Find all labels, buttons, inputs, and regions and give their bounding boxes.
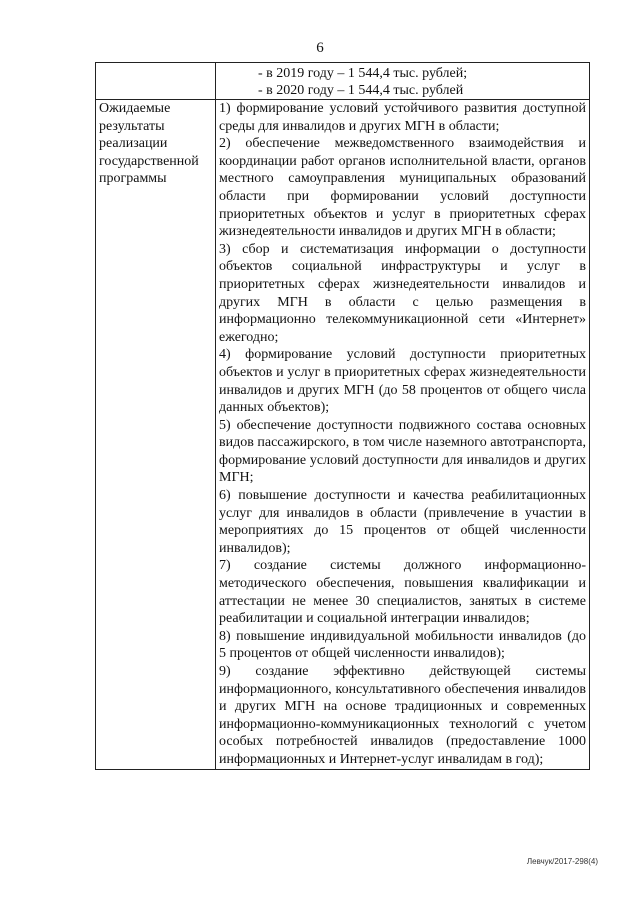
row-label: Ожидаемые результаты реализации государственной программы: [96, 100, 216, 770]
funding-line: - в 2020 году – 1 544,4 тыс. рублей: [258, 82, 464, 98]
document-code: Левчук/2017-298(4): [526, 857, 598, 866]
result-item: 1) формирование условий устойчивого развития доступной среды для инвалидов и других МГН в области;: [219, 101, 586, 134]
result-item: 5) обеспечение доступности подвижного состава основных видов пассажирского, в том числе наземного автотранспорта, формирование условий доступности для инвалидов и других МГН;: [219, 417, 586, 486]
empty-label-cell: [96, 63, 216, 100]
expected-results-row: [96, 100, 590, 770]
expected-results-list: [216, 100, 590, 770]
result-item: 8) повышение индивидуальной мобильности инвалидов (до 5 процентов от общей численности инвалидов);: [219, 628, 586, 662]
result-item: 2) обеспечение межведомственного взаимодействия и координации работ органов исполнительной власти, органов местного самоуправления муниципальных образований области при формировании условий доступности приоритетных объектов и услуг в приоритетных сферах жизнедеятельности инвалидов и других МГН в области;: [219, 136, 586, 240]
result-item: 6) повышение доступности и качества реабилитационных услуг для инвалидов в области (привлечение в участии в мероприятиях до 15 процентов от общей численности инвалидов);: [219, 488, 586, 556]
page-number: 6: [316, 40, 324, 56]
program-passport-table: [95, 62, 590, 770]
result-item: 3) сбор и систематизация информации о доступности объектов социальной инфраструктуры и услуг в приоритетных сферах жизнедеятельности инвалидов и других МГН в области с целью размещения в информационно телекоммуникационной сети «Интернет» ежегодно;: [219, 241, 586, 345]
result-item: 4) формирование условий доступности приоритетных объектов и услуг в приоритетных сферах жизнедеятельности инвалидов и других МГН (до 58 процентов от общего числа данных объектов);: [219, 347, 586, 416]
result-item: 9) создание эффективно действующей системы информационного, консультативного обеспечения инвалидов и других МГН на основе традиционных и современных информационно-коммуникационных технологий с учетом особых потребностей инвалидов (предоставление 1000 информационных и Интернет-услуг инвалидам в год);: [219, 664, 586, 767]
funding-line: - в 2019 году – 1 544,4 тыс. рублей;: [258, 66, 468, 81]
result-item: 7) создание системы должного информационно-методического обеспечения, повышения квалификации и аттестации не менее 30 специалистов, занятых в системе реабилитации и социальной интеграции инвалидов;: [219, 558, 586, 627]
funding-cell: [216, 63, 590, 100]
funding-row: [96, 63, 590, 100]
